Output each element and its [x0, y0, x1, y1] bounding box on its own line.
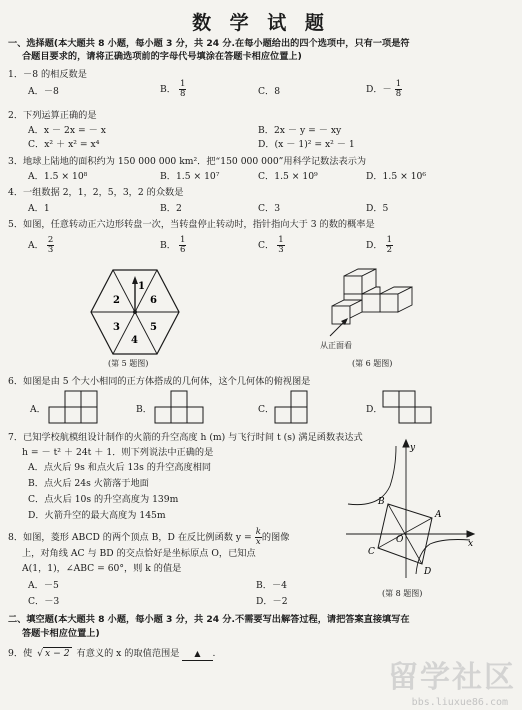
q6-option-c: C． — [258, 404, 275, 415]
fig8-label: O — [396, 535, 404, 545]
q6-shape-c — [274, 390, 324, 424]
q6-option-a: A． — [30, 404, 46, 415]
watermark-logo: 留学社区 — [388, 660, 516, 695]
fig8-caption: (第 8 题图) — [382, 589, 423, 598]
fig8-label: D — [424, 567, 432, 577]
page-title: 数 学 试 题 — [192, 12, 330, 34]
q7-option-a: A．点火后 9s 和点火后 13s 的升空高度相同 — [28, 462, 212, 473]
q6-shape-d — [382, 390, 434, 424]
q6-shape-b — [154, 390, 212, 424]
q8-option-c: C．－3 — [28, 596, 60, 607]
q9-stem: 9．使 √ x − 2 有意义的 x 的取值范围是 ▲ . — [8, 648, 216, 659]
section1-heading: 一、选择题(本大题共 8 小题，每小题 3 分，共 24 分.在每小题给出的四个选项中，只有一项是符 — [8, 38, 410, 49]
q1-stem: 1．－8 的相反数是 — [8, 69, 87, 80]
spinner-number: 2 — [113, 295, 120, 306]
q4-option-a: A．1 — [28, 203, 50, 214]
q7-stem-1: 7．已知学校航模组设计制作的火箭的升空高度 h (m) 与飞行时间 t (s) 满足函数表达式 — [8, 432, 363, 443]
fig8-label: C — [368, 547, 375, 557]
fig6-front-view-label: 从正面看 — [320, 341, 352, 350]
q2-option-d: D．(x － 1)² = x² － 1 — [258, 139, 355, 150]
q2-stem: 2．下列运算正确的是 — [8, 110, 97, 121]
hexagon-spinner-figure — [80, 267, 190, 357]
q2-option-c: C．x² ＋ x² = x⁴ — [28, 139, 100, 150]
q5-option-b: B． $\frac{1}{6}$ — [160, 235, 186, 255]
q4-option-c: C．3 — [258, 203, 281, 214]
q8-option-b: B．－4 — [256, 580, 287, 591]
q6-option-b: B． — [136, 404, 152, 415]
q7-option-d: D．火箭升空的最大高度为 145m — [28, 510, 166, 521]
q8-stem-2: 上，对角线 AC 与 BD 的交点恰好是坐标原点 O，已知点 — [22, 548, 256, 559]
q4-option-b: B．2 — [160, 203, 182, 214]
q3-stem: 3．地球上陆地的面积约为 150 000 000 km²．把“150 000 000”用科学记数法表示为 — [8, 156, 367, 167]
q6-shape-a — [48, 390, 106, 424]
q1-option-d: D．－ $\frac{1}{8}$ — [366, 79, 402, 99]
q3-option-b: B．1.5 × 10⁷ — [160, 171, 220, 182]
q9-answer-blank: ▲ — [182, 648, 212, 661]
section1-heading-2: 合题目要求的，请将正确选项前的字母代号填涂在答题卡相应位置上) — [22, 51, 302, 62]
spinner-number: 5 — [150, 322, 157, 333]
q7-option-c: C．点火后 10s 的升空高度为 139m — [28, 494, 179, 505]
fig8-label: y — [410, 443, 416, 453]
q6-stem: 6．如图是由 5 个大小相同的正方体搭成的几何体，这个几何体的俯视图是 — [8, 376, 311, 387]
spinner-number: 3 — [113, 322, 120, 333]
section2-heading-2: 答题卡相应位置上) — [22, 628, 100, 639]
q6-option-d: D． — [366, 404, 383, 415]
q8-option-d: D．－2 — [256, 596, 288, 607]
q4-stem: 4．一组数据 2，1，2，5，3，2 的众数是 — [8, 187, 184, 198]
q1-option-b: B． $\frac{1}{8}$ — [160, 79, 186, 99]
q2-option-b: B．2x － y = － xy — [258, 125, 342, 136]
q3-option-c: C．1.5 × 10⁹ — [258, 171, 318, 182]
stacked-cubes-figure — [318, 266, 418, 348]
rhombus-coordinate-figure — [340, 438, 480, 580]
q8-stem-3: A(1，1)，∠ABC = 60°，则 k 的值是 — [22, 563, 182, 574]
fig6-caption: (第 6 题图) — [352, 359, 393, 368]
fig8-label: B — [378, 497, 385, 507]
fig8-label: x — [468, 539, 474, 549]
q7-stem-2: h = － t² ＋ 24t ＋ 1．则下列说法中正确的是 — [22, 447, 214, 458]
fig5-caption: (第 5 题图) — [108, 359, 149, 368]
section2-heading: 二、填空题(本大题共 8 小题，每小题 3 分，共 24 分.不需要写出解答过程，请把答案直接填写在 — [8, 614, 410, 625]
q4-option-d: D．5 — [366, 203, 389, 214]
q2-option-a: A．x － 2x = － x — [28, 125, 106, 136]
q7-option-b: B．点火后 24s 火箭落于地面 — [28, 478, 149, 489]
q5-stem: 5．如图，任意转动正六边形转盘一次，当转盘停止转动时，指针指向大于 3 的数的概率是 — [8, 219, 375, 230]
q8-option-a: A．－5 — [28, 580, 59, 591]
q1-option-c: C．8 — [258, 86, 281, 97]
q3-option-a: A．1.5 × 10⁸ — [28, 171, 88, 182]
q5-option-d: D． $\frac{1}{2}$ — [366, 235, 392, 255]
q5-option-c: C． $\frac{1}{3}$ — [258, 235, 284, 255]
q3-option-d: D．1.5 × 10⁶ — [366, 171, 427, 182]
q5-option-a: A． $\frac{2}{3}$ — [28, 235, 54, 255]
spinner-number: 6 — [150, 295, 157, 306]
fig8-label: A — [435, 510, 442, 520]
q1-option-a: A．－8 — [28, 86, 59, 97]
spinner-number: 4 — [131, 335, 138, 346]
q8-stem-1: 8．如图，菱形 ABCD 的两个顶点 B，D 在反比例函数 y = $\frac{k}{x}$ 的图像 — [8, 527, 290, 547]
watermark-url: bbs.liuxue86.com — [411, 697, 508, 708]
spinner-number: 1 — [138, 281, 145, 292]
